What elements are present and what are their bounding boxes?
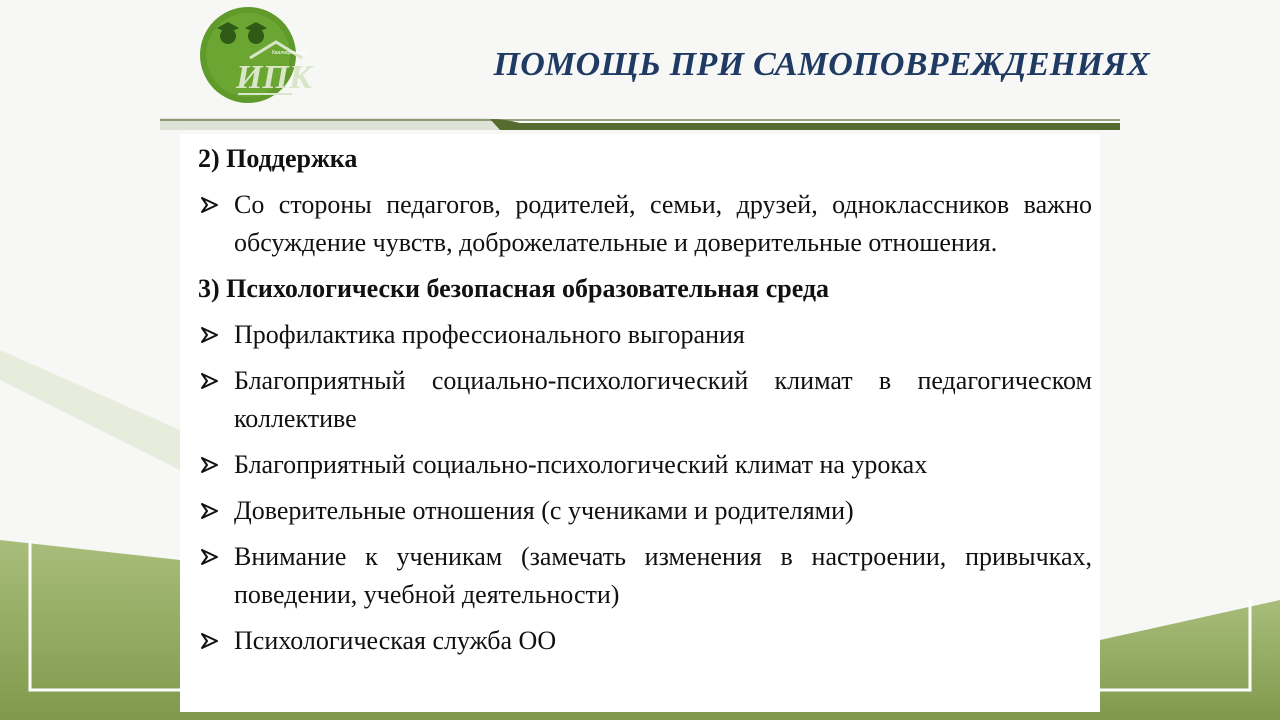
arrow-bullet-icon: [200, 492, 224, 530]
section-support: [198, 140, 1092, 262]
list-item-text: Благоприятный социально-психологический климат в педагогическом коллективе: [234, 366, 1092, 433]
arrow-bullet-icon: [200, 362, 224, 400]
list-item: [198, 538, 1092, 614]
slide-title: ПОМОЩЬ ПРИ САМОПОВРЕЖДЕНИЯХ: [493, 46, 1150, 83]
list-item-text: Психологическая служба ОО: [234, 626, 557, 655]
list-item-text: Со стороны педагогов, родителей, семьи, друзей, одноклассников важно обсуждение чувств, доброжелательные и доверительные отношения.: [234, 190, 1092, 257]
list-item-text: Внимание к ученикам (замечать изменения в настроении, привычках, поведении, учебной деятельности): [234, 542, 1092, 609]
logo-caption: Квалификация: [272, 50, 307, 56]
list-item: [198, 446, 1092, 484]
section-safe-environment: [198, 270, 1092, 660]
list-item-text: Доверительные отношения (с учениками и родителями): [234, 496, 854, 525]
list-item: [198, 186, 1092, 262]
list-item-text: Благоприятный социально-психологический климат на уроках: [234, 450, 928, 479]
content-panel: [180, 134, 1100, 712]
logo: [198, 6, 312, 104]
arrow-bullet-icon: [200, 186, 224, 224]
title-divider: [160, 114, 1120, 134]
list-item-text: Профилактика профессионального выгорания: [234, 320, 745, 349]
arrow-bullet-icon: [200, 316, 224, 354]
list-item: [198, 362, 1092, 438]
arrow-bullet-icon: [200, 446, 224, 484]
arrow-bullet-icon: [200, 538, 224, 576]
logo-text: ИПК: [236, 59, 312, 96]
list-item: [198, 492, 1092, 530]
section-heading: 2) Поддержка: [198, 144, 358, 173]
section-heading: 3) Психологически безопасная образовательная среда: [198, 274, 830, 303]
arrow-bullet-icon: [200, 622, 224, 660]
list-item: [198, 622, 1092, 660]
list-item: [198, 316, 1092, 354]
